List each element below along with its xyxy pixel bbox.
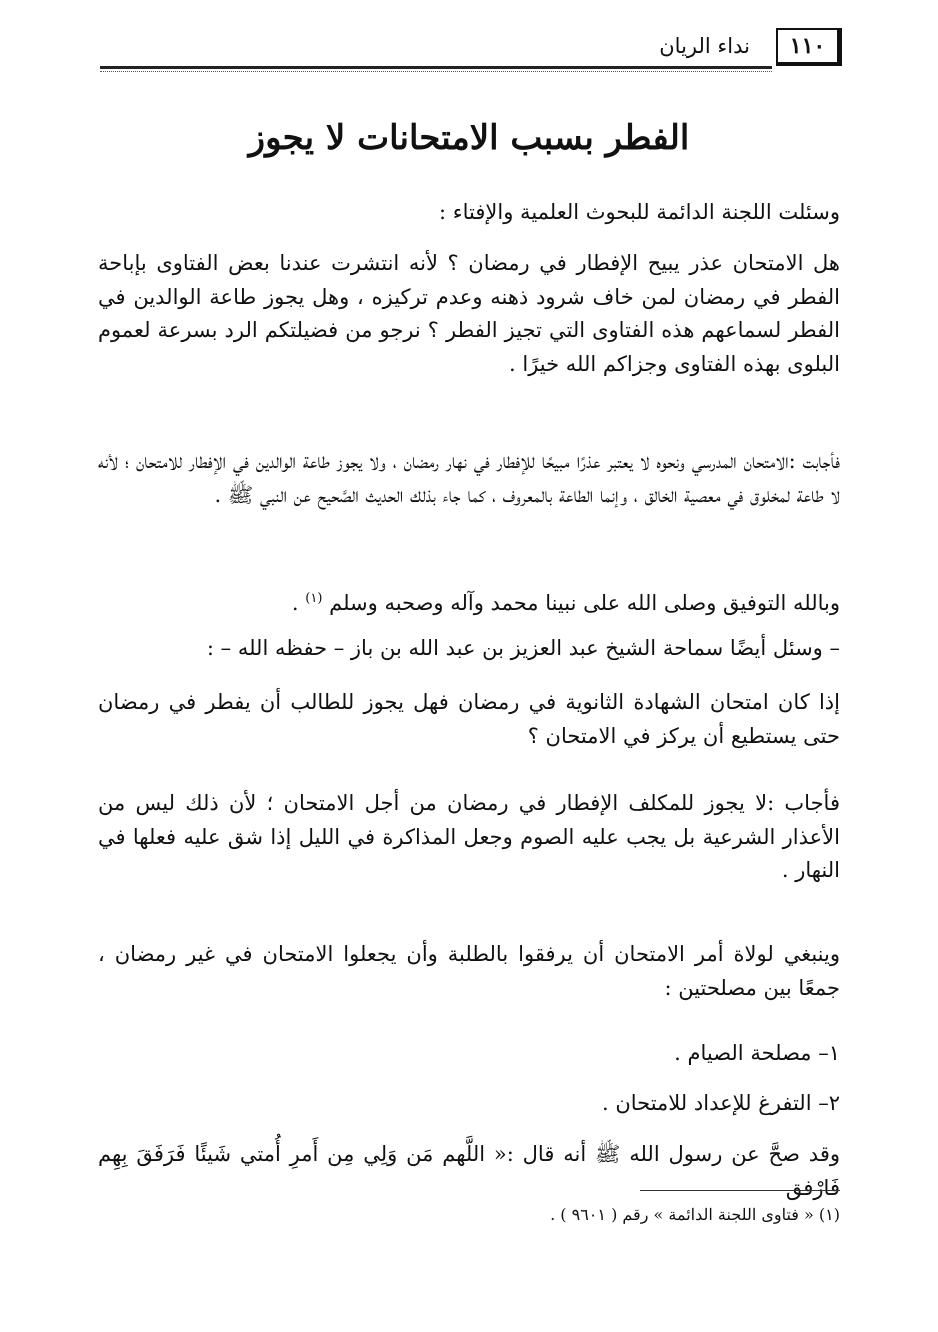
header-rule [100,66,772,72]
footnote: (١) « فتاوى اللجنة الدائمة » رقم ( ٩٦٠١ ) . [550,1205,840,1224]
paragraph-second-answer [98,787,874,888]
page-number: ١١٠ [776,28,842,66]
list-item [98,1087,874,1121]
page-title: الفطر بسبب الامتحانات لا يجوز [248,118,690,158]
paragraph-text: فأجاب :لا يجوز للمكلف الإفطار في رمضان من أجل الامتحان ؛ لأن ذلك ليس من الأعذار الشرعية بل يجب عليه الصوم وجعل المذاكرة في الليل إذا شق عليه فعلها في النهار . [98,791,840,882]
paragraph-text: فأجابت :الامتحان المدرسي ونحوه لا يعتبر عذرًا مبيحًا للإفطار في نهار رمضان ، ولا يجوز طاعة الوالدين في الإفطار للامتحان ؛ لأنه لا طاعة لمخلوق في معصية الخالق ، وإنما الطاعة بالمعروف ، كما جاء بذلك الحديث الصَّحيح عن النبي ﷺ . [98,449,840,507]
paragraph-hadith [98,1138,874,1205]
paragraph-recommendation [98,938,874,1005]
paragraph-text: وسئلت اللجنة الدائمة للبحوث العلمية والإفتاء : [439,200,840,224]
paragraph-text: إذا كان امتحان الشهادة الثانوية في رمضان فهل يجوز للطالب أن يفطر في رمضان حتى يستطيع أن يركز في الامتحان ؟ [98,690,840,748]
paragraph-question [98,247,874,381]
page-header [100,28,842,74]
paragraph-second-question-intro [98,632,840,666]
paragraph-text: وبالله التوفيق وصلى الله على نبينا محمد وآله وصحبه وسلم [329,591,840,615]
paragraph-text: وقد صحَّ عن رسول الله ﷺ أنه قال :« اللَّهم مَن وَلِي مِن أَمرِ أُمتي شَيئًا فَرَفَقَ بِهِم فَارْفق [98,1142,840,1200]
footnote-rule [640,1190,840,1191]
paragraph-text: ٢– التفرغ للإعداد للامتحان . [601,1091,840,1115]
running-title: نداء الريان [659,34,750,58]
paragraph-answer [98,445,874,512]
paragraph-closing: وبالله التوفيق وصلى الله على نبينا محمد وآله وصحبه وسلم $^{(١)}$ . [291,591,840,615]
paragraph-text: هل الامتحان عذر يبيح الإفطار في رمضان ؟ لأنه انتشرت عندنا بعض الفتاوى بإباحة الفطر في رمضان لمن خاف شرود ذهنه وعدم تركيزه ، وهل يجوز طاعة الوالدين في الفطر لسماعهم هذه الفتاوى التي تجيز الفطر ؟ نرجو من فضيلتكم الرد بسرعة لعموم البلوى بهذه الفتاوى وجزاكم الله خيرًا . [98,251,840,376]
paragraph-question-intro [98,196,874,230]
list-item [98,1037,874,1071]
footnote-marker: (١) [305,591,323,606]
paragraph-second-question [98,686,840,753]
paragraph-text: ١– مصلحة الصيام . [674,1041,840,1065]
paragraph-text: – وسئل أيضًا سماحة الشيخ عبد العزيز بن عبد الله بن باز – حفظه الله – : [206,636,840,660]
paragraph-text: وينبغي لولاة أمر الامتحان أن يرفقوا بالطلبة وأن يجعلوا الامتحان في غير رمضان ، جمعًا بين مصلحتين : [98,942,840,1000]
